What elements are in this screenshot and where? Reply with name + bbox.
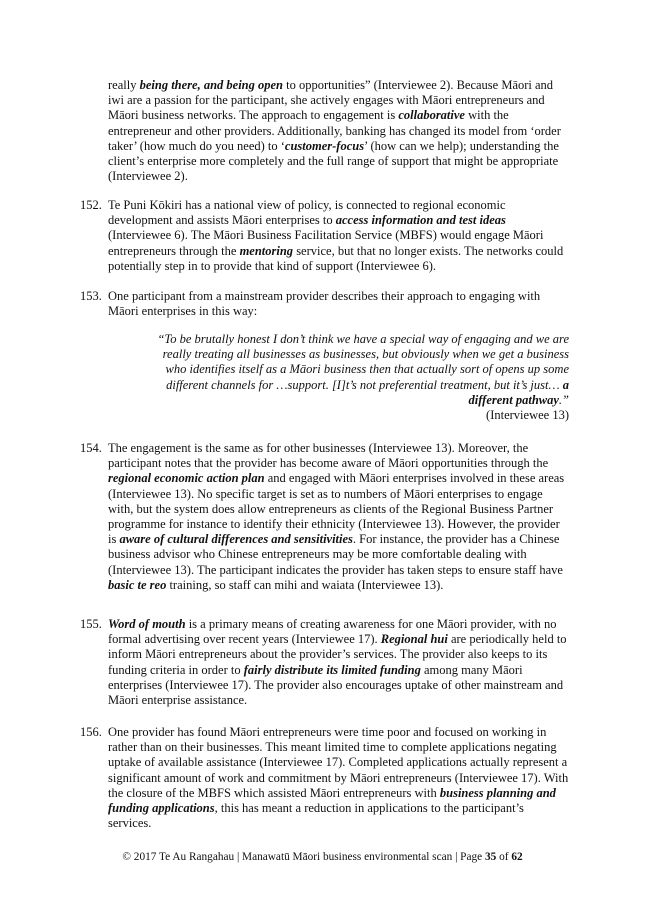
emphasis-text: regional economic action plan	[108, 471, 265, 486]
block-quote: “To be brutally honest I don’t think we have a special way of engaging and we are really treating all businesses as businesses, but obviously when we get a business who identifies itself as a Māori business then that actually sort of opens up some different channels for …support. [I]t’s not preferential treatment, but it’s just… a different pathway.” (Interviewee 13)	[155, 332, 569, 423]
emphasis-text: access information and test ideas	[335, 213, 506, 228]
paragraph-number: 156.	[80, 725, 102, 739]
paragraph-text: One participant from a mainstream provider describes their approach to engaging with Māori enterprises in this way:	[108, 289, 541, 319]
paragraph-155	[80, 617, 570, 708]
emphasis-text: basic te reo	[108, 577, 167, 592]
emphasis-text: Regional hui	[380, 632, 448, 647]
paragraph-156	[80, 725, 570, 831]
paragraph-text: One provider has found Māori entrepreneurs were time poor and focused on working in rather than on their businesses. This meant limited time to complete applications negating uptake of available assistance (Interviewee 17). Completed applications actually represent a significant amount of work and commitment by Māori entrepreneurs (Interviewee 17). With the closure of the MBFS which assisted Māori entrepreneurs with business planning and funding applications, this has meant a reduction in applications to the participant’s services.	[108, 725, 569, 831]
quote-attribution: (Interviewee 13)	[486, 408, 569, 423]
emphasis-text: Word of mouth	[108, 617, 186, 631]
paragraph-text: Word of mouth is a primary means of creating awareness for one Māori provider, with no formal advertising over recent years (Interviewee 17). Regional hui are periodically held to inform Māori entrepreneurs about the provider’s services. The provider also keeps to its funding criteria in order to fairly distribute its limited funding among many Māori enterprises (Interviewee 17). The provider also encourages uptake of other mainstream and Māori enterprise assistance.	[108, 617, 567, 708]
emphasis-text: business planning and funding applications	[108, 785, 556, 816]
quote-emphasis: a different pathway	[468, 377, 569, 407]
emphasis-text: aware of cultural differences and sensitivities	[119, 532, 353, 547]
paragraph-number: 152.	[80, 198, 102, 212]
paragraph-153	[80, 289, 570, 319]
paragraph-152	[80, 198, 570, 274]
emphasis-text: being there, and being open	[139, 78, 284, 92]
paragraph-text: The engagement is the same as for other businesses (Interviewee 13). Moreover, the participant notes that the provider has become aware of Māori opportunities through the regional economic action plan and engaged with Māori enterprises involved in these areas (Interviewee 13). No specific target is set as to numbers of Māori enterprises to engage with, but the system does allow entrepreneurs as clients of the Regional Business Partner programme for instance to identify their ethnicity (Interviewee 13). However, the provider is aware of cultural differences and sensitivities. For instance, the provider has a Chinese business advisor who Chinese entrepreneurs may be more comfortable dealing with (Interviewee 13). The participant indicates the provider has taken steps to ensure staff have basic te reo training, so staff can mihi and waiata (Interviewee 13).	[108, 441, 565, 592]
emphasis-text: collaborative	[398, 108, 465, 123]
paragraph-text: Te Puni Kōkiri has a national view of policy, is connected to regional economic development and assists Māori enterprises to access information and test ideas (Interviewee 6). The Māori Business Facilitation Service (MBFS) would engage Māori entrepreneurs through the mentoring service, but that no longer exists. The networks could potentially step in to provide that kind of support (Interviewee 6).	[108, 198, 564, 273]
emphasis-text: customer-focus	[284, 138, 365, 153]
emphasis-text: mentoring	[239, 243, 294, 258]
emphasis-text: fairly distribute its limited funding	[243, 662, 421, 677]
paragraph-154	[80, 441, 570, 593]
paragraph-number: 155.	[80, 617, 102, 631]
page-footer: © 2017 Te Au Rangahau | Manawatū Māori business environmental scan | Page 35 of 62	[122, 851, 523, 863]
page-number: 35	[484, 851, 497, 863]
paragraph-number: 153.	[80, 289, 102, 303]
page-total: 62	[511, 851, 523, 863]
continuation-paragraph: really being there, and being open to opportunities” (Interviewee 2). Because Māori and iwi are a passion for the participant, she actively engages with Māori entrepreneurs and Māori business networks. The approach to engagement is collaborative with the entrepreneur and other providers. Additionally, banking has changed its model from ‘order taker’ (how much do you need) to ‘customer-focus’ (how can we help); understanding the client’s enterprise more completely and the full range of support that might be appropriate (Interviewee 2).	[108, 78, 561, 184]
paragraph-number: 154.	[80, 441, 102, 455]
